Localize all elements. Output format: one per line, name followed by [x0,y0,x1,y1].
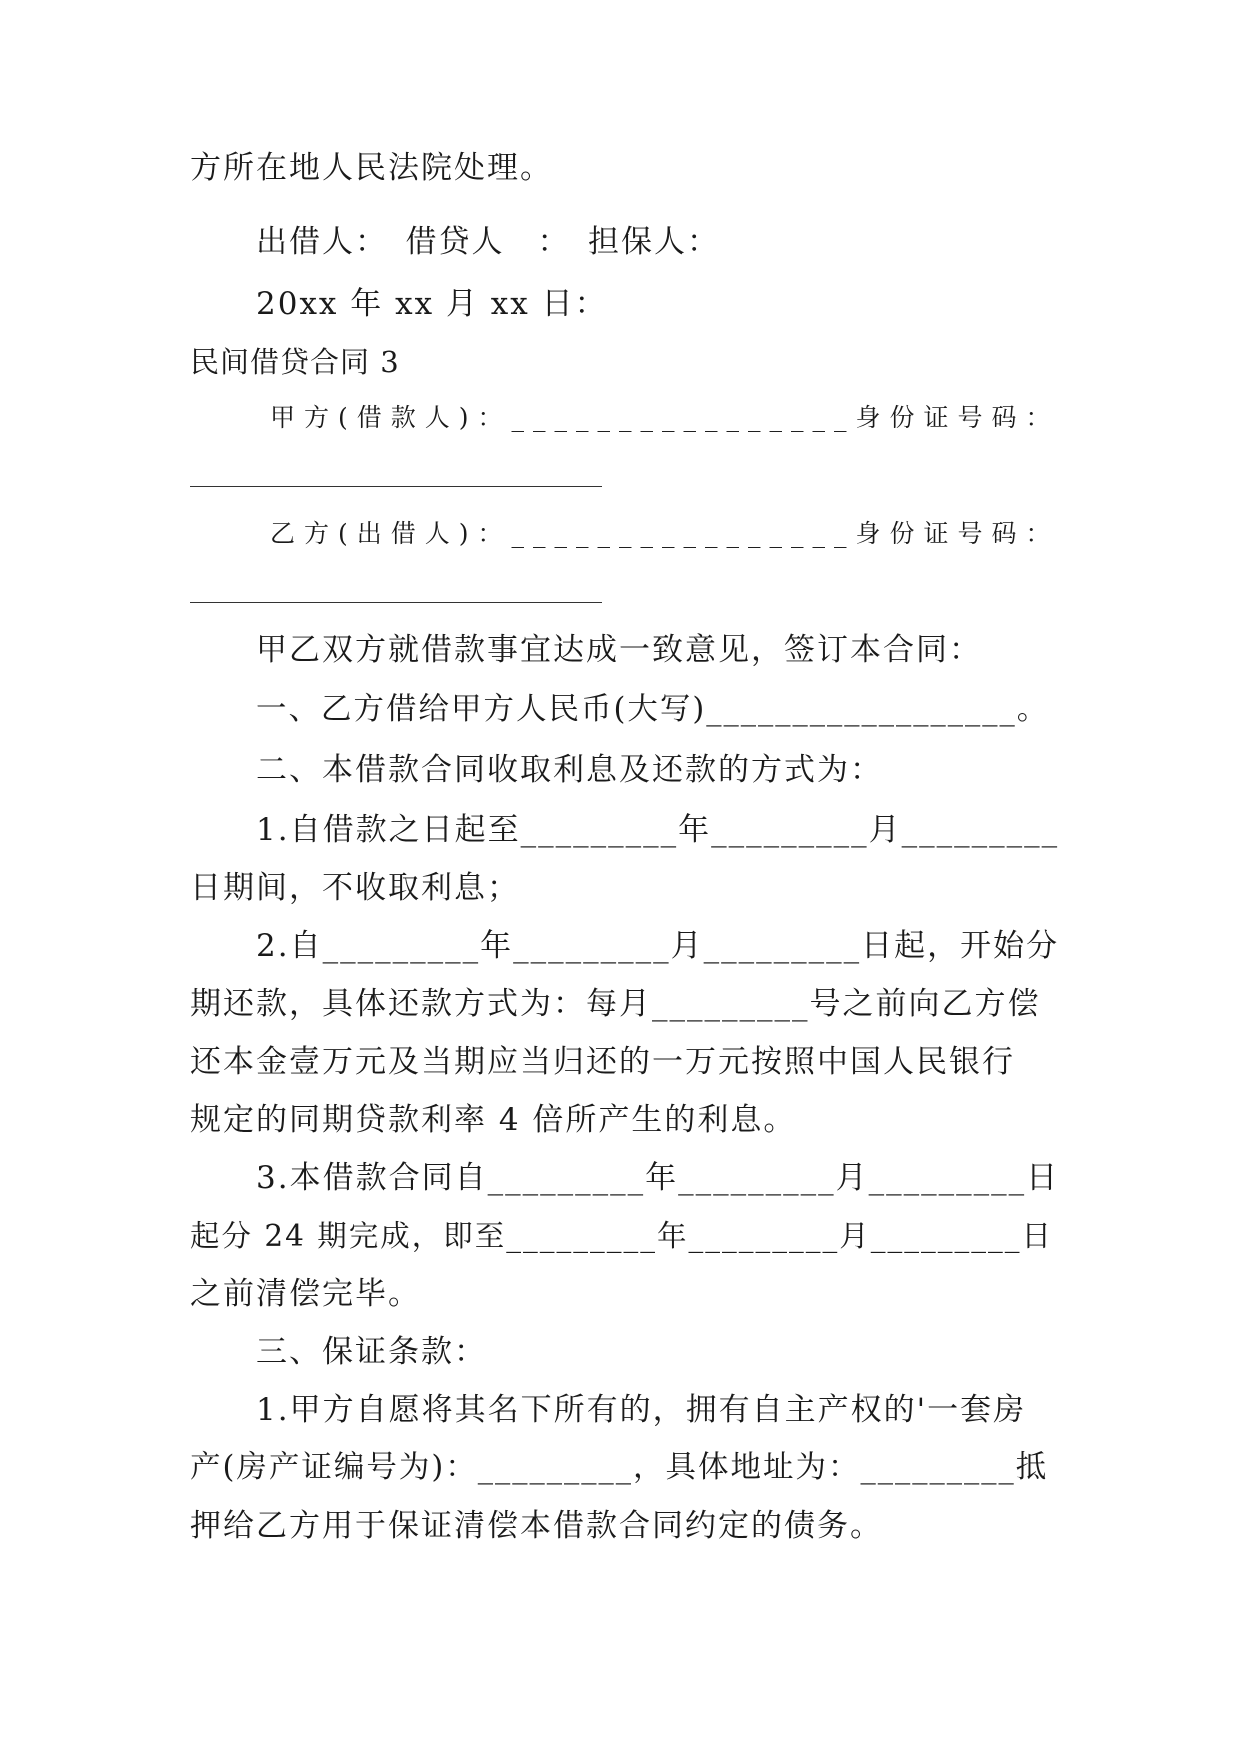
clause-2-item-1: 1.自借款之日起至_________年_________月_________ [256,812,1060,848]
text-line: 日期间，不收取利息； [190,870,520,906]
text-line: 之前清偿完毕。 [190,1276,421,1312]
party-b-line: 乙方(出借人)：________________身份证号码： [270,519,1060,548]
text-line: 押给乙方用于保证清偿本借款合同约定的债务。 [190,1508,883,1544]
text-line: 期还款，具体还款方式为：每月_________号之前向乙方偿 [190,986,1041,1022]
clause-2-heading: 二、本借款合同收取利息及还款的方式为： [256,752,883,788]
text-line: 起分 24 期完成，即至_________年_________月_________日 [190,1219,1054,1253]
text-line: 规定的同期贷款利率 4 倍所产生的利息。 [190,1102,797,1138]
text-line: 甲乙双方就借款事宜达成一致意见，签订本合同： [256,632,982,668]
party-b-id-blank [190,602,602,603]
signature-labels: 出借人： 借贷人 ： 担保人： [256,224,720,260]
clause-3-item-1: 1.甲方自愿将其名下所有的，拥有自主产权的'一套房 [256,1392,1027,1428]
text-line: 产(房产证编号为)：_________，具体地址为：_________抵 [190,1450,1049,1485]
party-a-id-blank [190,486,602,487]
contract-title: 民间借贷合同 3 [190,345,400,379]
text-line: 方所在地人民法院处理。 [190,150,553,186]
clause-2-item-3: 3.本借款合同自_________年_________月_________日 [256,1160,1060,1196]
clause-3-heading: 三、保证条款： [256,1334,487,1370]
date-line: 20xx 年 xx 月 xx 日： [256,286,608,322]
party-a-line: 甲方(借款人)：________________身份证号码： [270,403,1060,432]
text-line: 还本金壹万元及当期应当归还的一万元按照中国人民银行 [190,1044,1015,1080]
clause-2-item-2: 2.自_________年_________月_________日起，开始分 [256,928,1060,964]
clause-1: 一、乙方借给甲方人民币(大写)__________________。 [256,692,1050,727]
